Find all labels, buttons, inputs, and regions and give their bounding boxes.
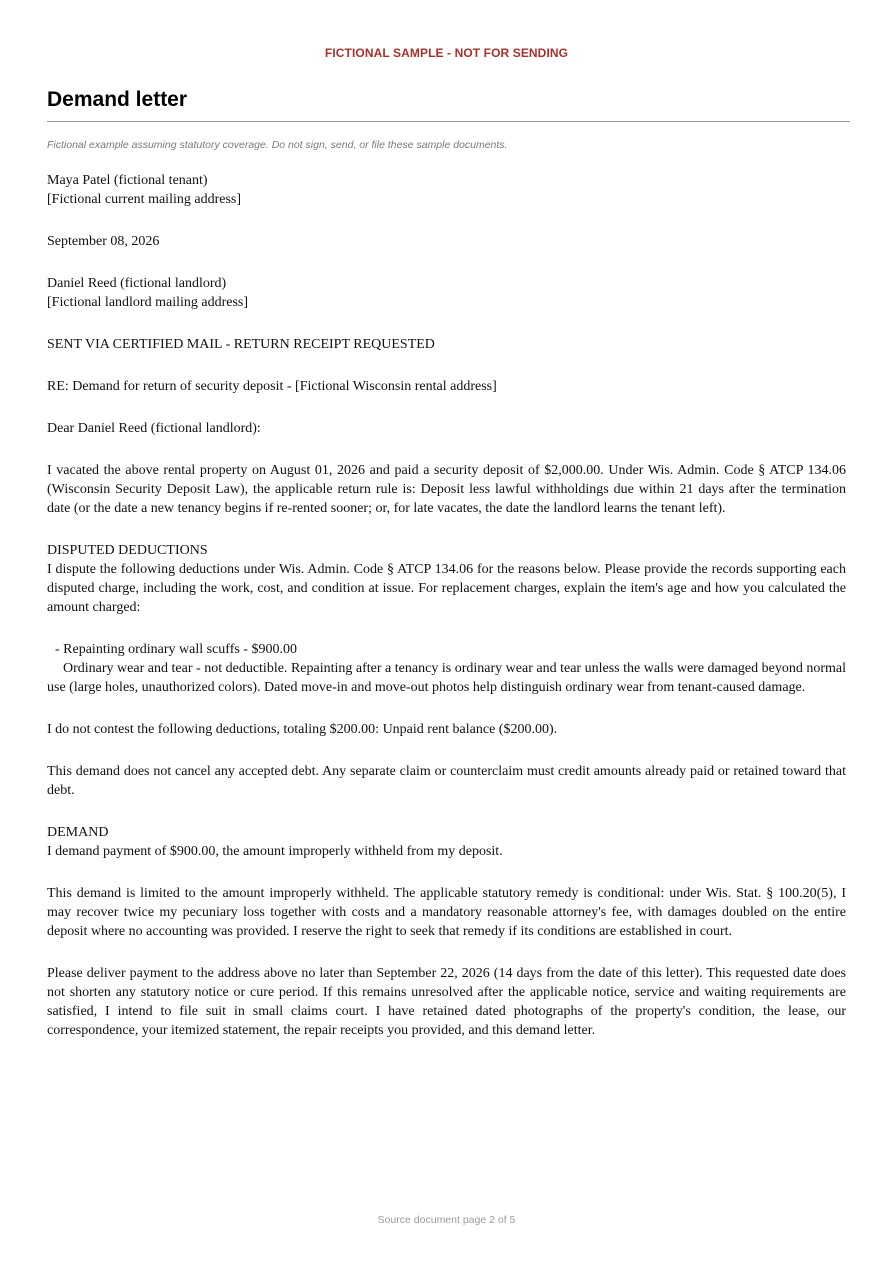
salutation: Dear Daniel Reed (fictional landlord): xyxy=(47,421,261,436)
remedy-paragraph: This demand is limited to the amount improperly withheld. The applicable statutory remedy is conditional: under Wis. Stat. § 100.20(5), I may recover twice my pecuniary loss together with costs and a mandatory reasonable attorney's fee, with damages doubled on the entire deposit where no accounting was provided. I reserve the right to seek that remedy if its conditions are established in court. xyxy=(47,886,846,939)
intro-paragraph: I vacated the above rental property on August 01, 2026 and paid a security deposit of $2,000.00. Under Wis. Admin. Code § ATCP 134.06 (Wisconsin Security Deposit Law), the applicable return rule is: Deposit less lawful withholdings due within 21 days after the termination date (or the date a new tenancy begins if re-rented sooner; or, for late vacates, the date the landlord learns the tenant left). xyxy=(47,463,846,516)
recipient-name: Daniel Reed (fictional landlord) xyxy=(47,276,227,291)
title-divider xyxy=(47,121,850,122)
sender-address: [Fictional current mailing address] xyxy=(47,192,241,207)
letter-body xyxy=(47,171,846,1040)
page-title: Demand letter xyxy=(47,88,188,111)
recipient-address: [Fictional landlord mailing address] xyxy=(47,295,249,310)
debt-note-paragraph: This demand does not cancel any accepted debt. Any separate claim or counterclaim must credit amounts already paid or retained toward that debt. xyxy=(47,764,846,798)
disclaimer-note: Fictional example assuming statutory coverage. Do not sign, send, or file these sample documents. xyxy=(47,139,508,151)
sender-name: Maya Patel (fictional tenant) xyxy=(47,173,208,188)
sender-block xyxy=(47,171,846,209)
disputed-text: I dispute the following deductions under Wis. Admin. Code § ATCP 134.06 for the reasons below. Please provide the records supporting each disputed charge, including the work, cost, and condition at issue. For replacement charges, explain the item's age and how you calculated the amount charged: xyxy=(47,562,846,615)
uncontested-paragraph: I do not contest the following deductions, totaling $200.00: Unpaid rent balance ($200.00). xyxy=(47,722,558,737)
disputed-section xyxy=(47,541,846,617)
letter-date: September 08, 2026 xyxy=(47,234,160,249)
demand-text: I demand payment of $900.00, the amount improperly withheld from my deposit. xyxy=(47,844,503,859)
delivery-method: SENT VIA CERTIFIED MAIL - RETURN RECEIPT REQUESTED xyxy=(47,337,435,352)
disputed-item-title: - Repainting ordinary wall scuffs - $900.00 xyxy=(55,642,297,657)
re-line: RE: Demand for return of security deposit - [Fictional Wisconsin rental address] xyxy=(47,379,497,394)
demand-heading: DEMAND xyxy=(47,825,109,840)
page-footer: Source document page 2 of 5 xyxy=(377,1214,516,1226)
disputed-item-reason: Ordinary wear and tear - not deductible. Repainting after a tenancy is ordinary wear and tear unless the walls were damaged beyond normal use (large holes, unauthorized colors). Dated move-in and move-out photos help distinguish ordinary wear from tenant-caused damage. xyxy=(47,661,846,695)
demand-section xyxy=(47,823,846,861)
disputed-item xyxy=(47,640,846,697)
disputed-heading: DISPUTED DEDUCTIONS xyxy=(47,543,208,558)
recipient-block xyxy=(47,274,846,312)
sample-banner: FICTIONAL SAMPLE - NOT FOR SENDING xyxy=(324,46,569,60)
closing-paragraph: Please deliver payment to the address above no later than September 22, 2026 (14 days from the date of this letter). This requested date does not shorten any statutory notice or cure period. If this remains unresolved after the applicable notice, service and waiting requirements are satisfied, I intend to file suit in small claims court. I have retained dated photographs of the property's condition, the lease, our correspondence, your itemized statement, the repair receipts you provided, and this demand letter. xyxy=(47,966,846,1038)
